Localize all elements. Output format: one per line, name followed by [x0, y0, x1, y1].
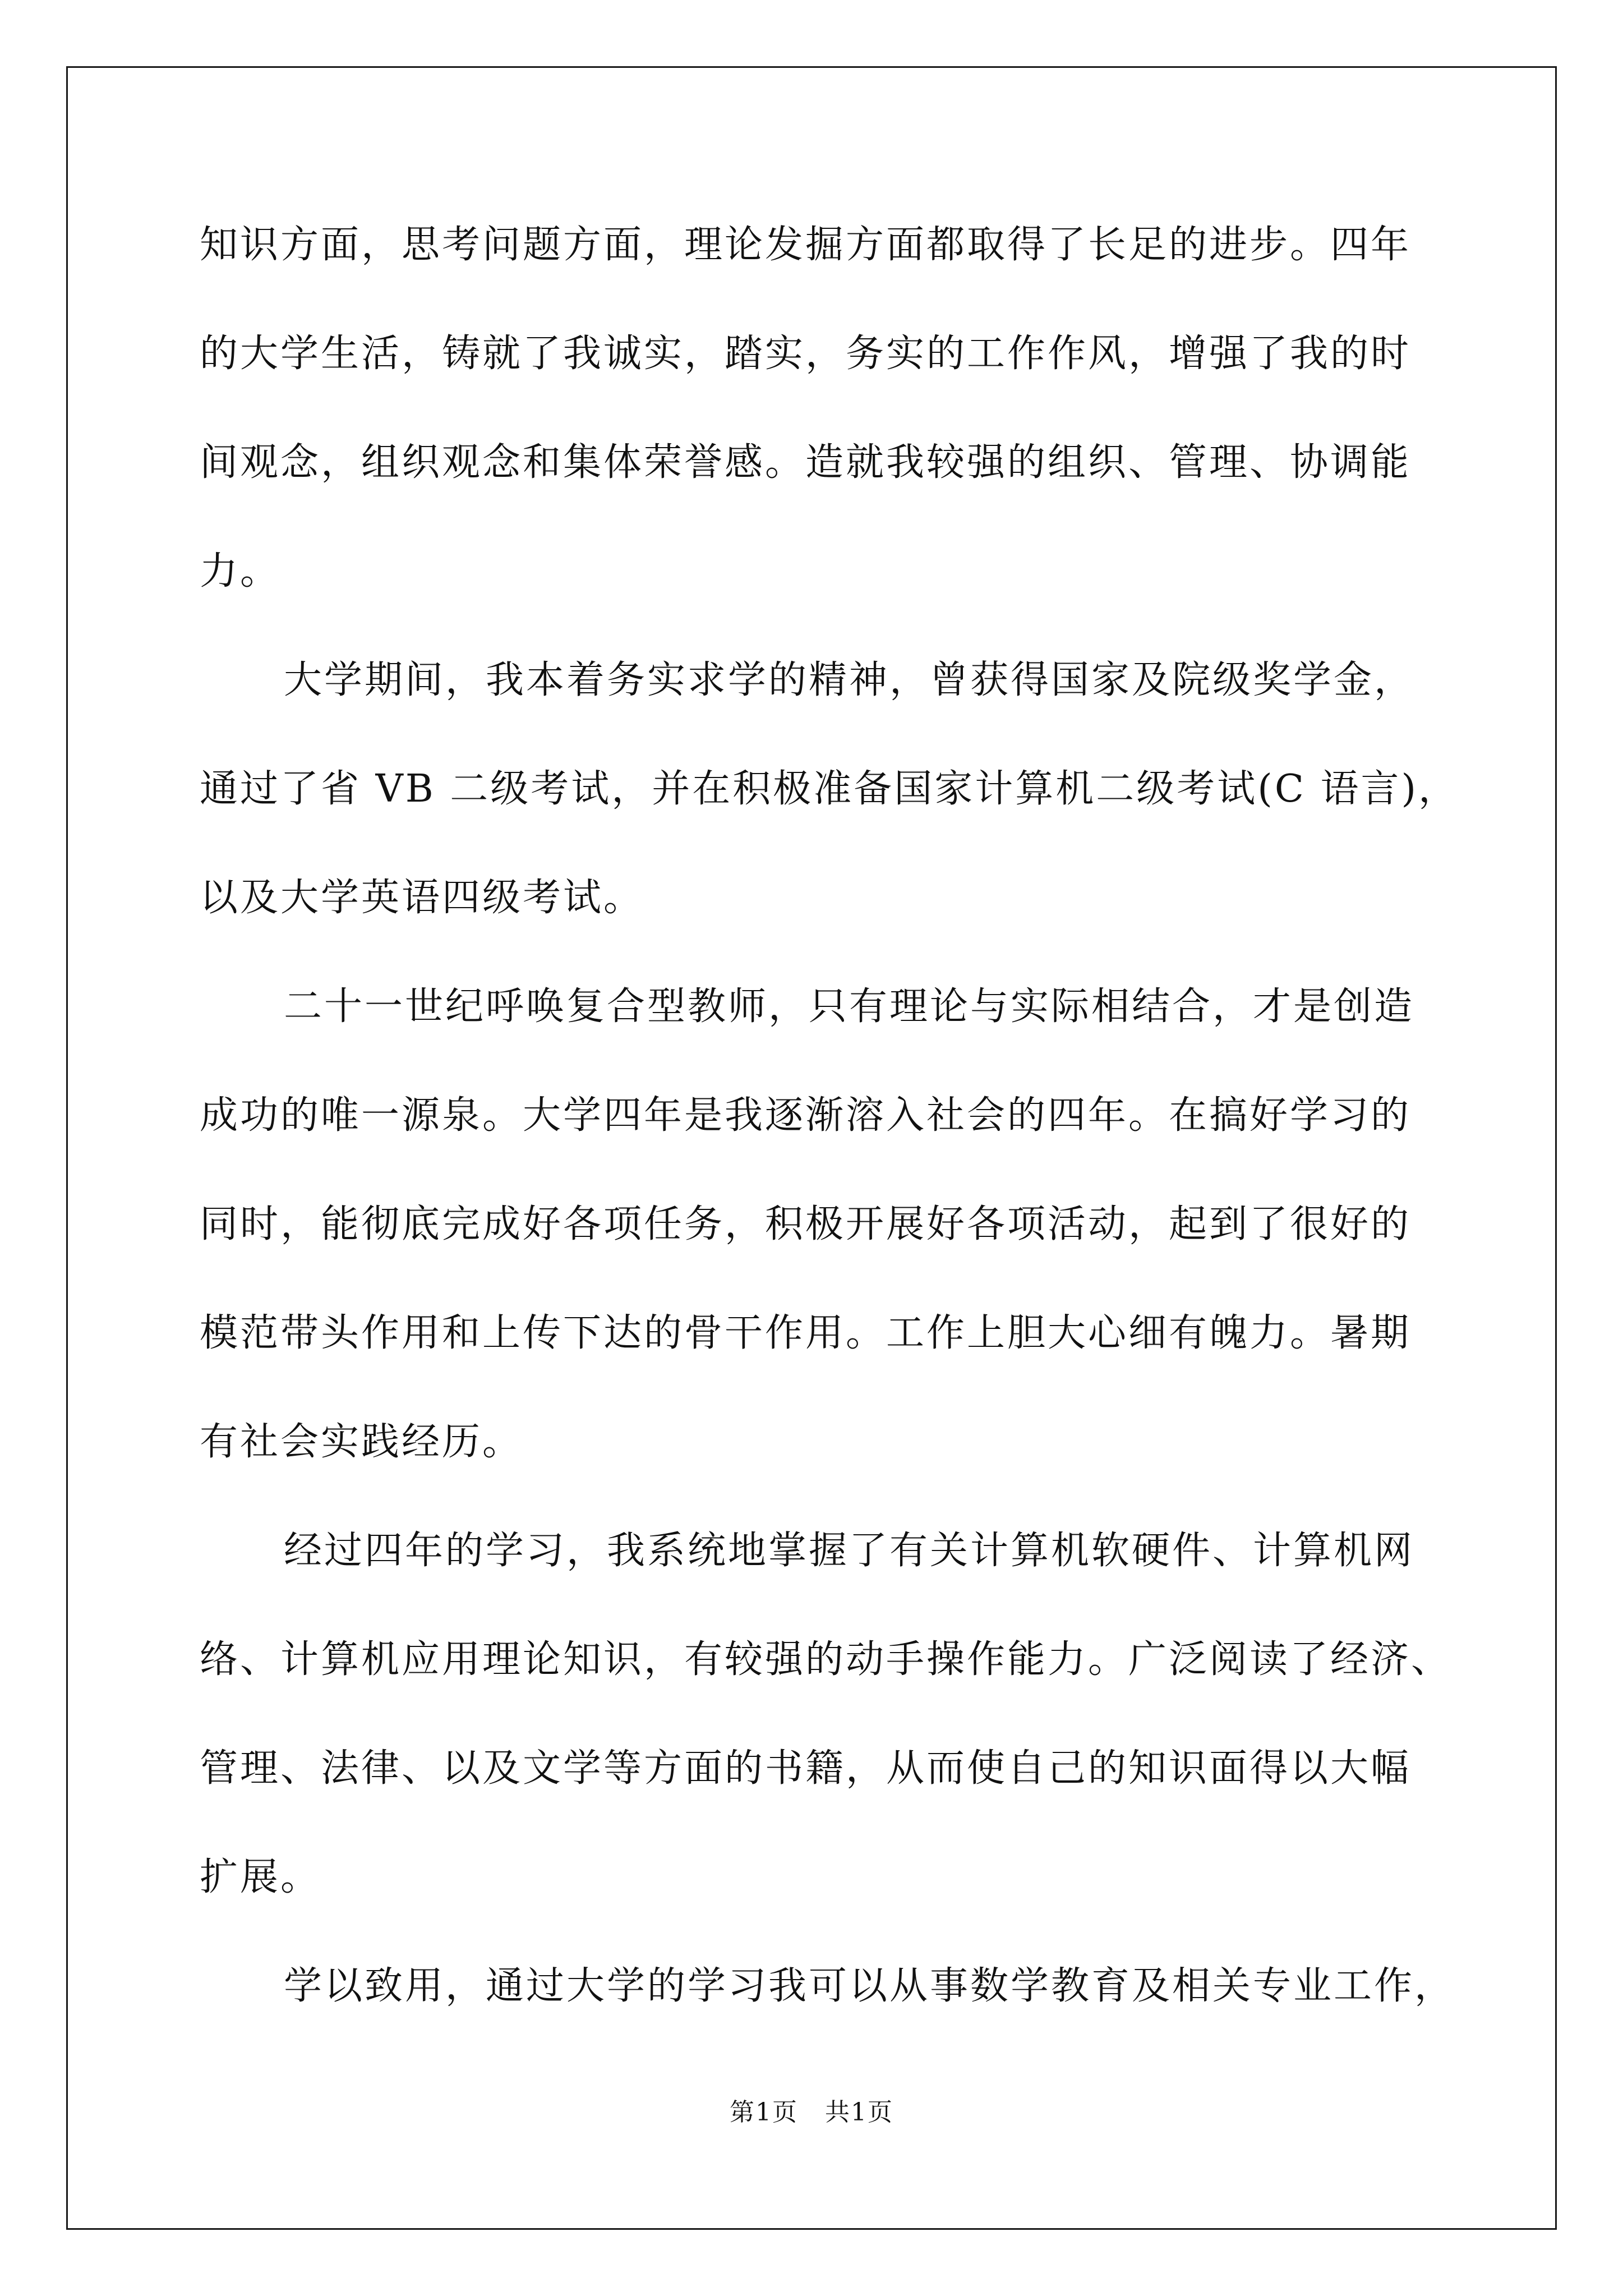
text-line: 以及大学英语四级考试。 — [200, 876, 644, 920]
text-line: 力。 — [200, 549, 281, 593]
document-body — [200, 208, 1459, 2058]
text-line: 管理、法律、以及文学等方面的书籍，从而使自己的知识面得以大幅 — [200, 1746, 1412, 1791]
text-line: 扩展。 — [200, 1855, 321, 1899]
text-line: 模范带头作用和上传下达的骨干作用。工作上胆大心细有魄力。暑期 — [200, 1311, 1412, 1355]
text-line: 学以致用，通过大学的学习我可以从事数学教育及相关专业工作， — [284, 1964, 1455, 2008]
text-line: 同时，能彻底完成好各项任务，积极开展好各项活动，起到了很好的 — [200, 1202, 1412, 1246]
text-line: 有社会实践经历。 — [200, 1420, 523, 1464]
text-line: 成功的唯一源泉。大学四年是我逐渐溶入社会的四年。在搞好学习的 — [200, 1093, 1412, 1138]
text-line: 间观念，组织观念和集体荣誉感。造就我较强的组织、管理、协调能 — [200, 440, 1412, 485]
page-number-total: 共1页 — [825, 2098, 893, 2127]
page-footer — [0, 2096, 1623, 2129]
text-line: 的大学生活，铸就了我诚实，踏实，务实的工作作风，增强了我的时 — [200, 332, 1412, 376]
page-number-current: 第1页 — [730, 2098, 798, 2127]
text-line: 大学期间，我本着务实求学的精神，曾获得国家及院级奖学金， — [284, 658, 1415, 702]
text-line: 二十一世纪呼唤复合型教师，只有理论与实际相结合，才是创造 — [284, 984, 1415, 1029]
text-line: 知识方面，思考问题方面，理论发掘方面都取得了长足的进步。四年 — [200, 223, 1412, 267]
text-line: 经过四年的学习，我系统地掌握了有关计算机软硬件、计算机网 — [284, 1529, 1415, 1573]
text-line: 通过了省 VB 二级考试，并在积极准备国家计算机二级考试(C 语言)， — [200, 767, 1459, 811]
text-line: 络、计算机应用理论知识，有较强的动手操作能力。广泛阅读了经济、 — [200, 1637, 1452, 1682]
